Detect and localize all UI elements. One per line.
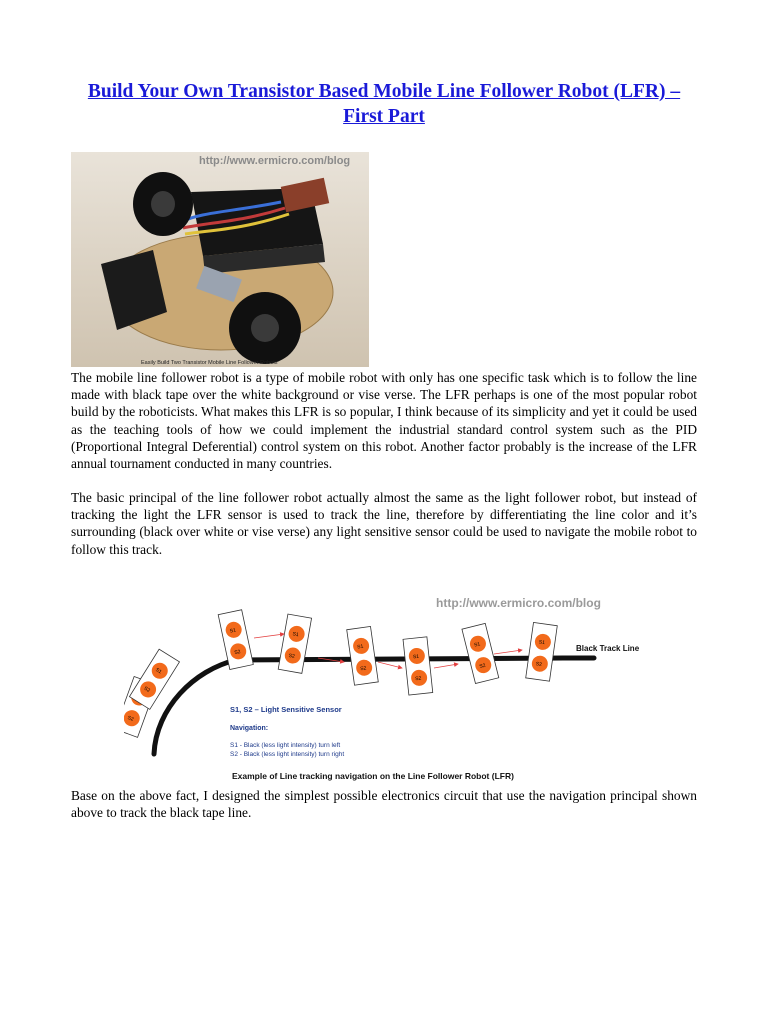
svg-text:S1: S1 [356,643,364,651]
direction-arrow [378,662,402,668]
svg-text:S1: S1 [154,666,163,676]
paragraph-conclusion: Base on the above fact, I designed the simplest possible electronics circuit that use the navigation principal shown above to track the black tape line. [71,788,697,821]
sensor-pair [347,626,379,685]
svg-text:S1: S1 [538,639,546,647]
direction-arrow [254,634,284,638]
svg-text:S2: S2 [288,652,296,660]
paragraph-intro: The mobile line follower robot is a type of mobile robot with only has one specific task which is to follow the line made with black tape over the white background or vise verse. The LFR perhaps is one of the most popular robot build by the roboticists. What makes this LFR is so popular, I think because of its simplicity and yet it could be used as the teaching tools of how we could implement the industrial standard control system such as the PID (Proportional Integral Deferential) control system on this robot. Another factor probably is the increase of the LFR annual tournament conducted in many countries. [71,370,697,472]
svg-text:S2: S2 [535,661,543,668]
direction-arrow [494,650,522,654]
sensor-pair [278,614,311,673]
svg-text:S2: S2 [478,662,487,670]
svg-text:S1: S1 [473,641,481,649]
photo-watermark: http://www.ermicro.com/blog [199,155,351,167]
sensor-pair [526,622,558,681]
navigation-title: Navigation: [230,725,269,732]
paragraph-principle: The basic principal of the line follower robot actually almost the same as the light follower robot, but instead of tracking the light the LFR sensor is used to track the line, therefore by differentiating the line color and it’s surrounding (black over white or vise verse) any light sensitive sensor could be used to navigate the mobile robot to follow this track. [71,490,697,557]
svg-text:S1: S1 [229,627,237,635]
svg-text:S2: S2 [233,648,242,657]
diagram-watermark: http://www.ermicro.com/blog [436,596,601,610]
svg-text:S2: S2 [414,675,422,683]
track-line-label: Black Track Line [576,644,640,653]
title-link[interactable]: Build Your Own Transistor Based Mobile Line Follower Robot (LFR) – First Part [87,81,681,127]
document-title[interactable] [70,79,698,129]
sensor-pair [218,610,253,670]
svg-text:S2: S2 [126,714,135,723]
sensor-pair [403,637,433,695]
direction-arrow [434,664,458,668]
navigation-s1: S1 - Black (less light intensity) turn left [230,742,341,749]
sensor-pair [462,623,499,683]
navigation-diagram [124,588,648,784]
svg-text:S2: S2 [359,665,367,673]
svg-text:S2: S2 [142,685,151,694]
photo-caption: Easily Build Two Transistor Mobile Line Follower Robots [141,360,278,366]
legend-title: S1, S2 – Light Sensitive Sensor [230,705,342,714]
navigation-s2: S2 - Black (less light intensity) turn right [230,751,345,758]
svg-text:S1: S1 [412,653,420,661]
diagram-caption: Example of Line tracking navigation on the Line Follower Robot (LFR) [232,771,514,781]
robot-photo [71,152,369,367]
svg-text:S1: S1 [291,631,300,639]
